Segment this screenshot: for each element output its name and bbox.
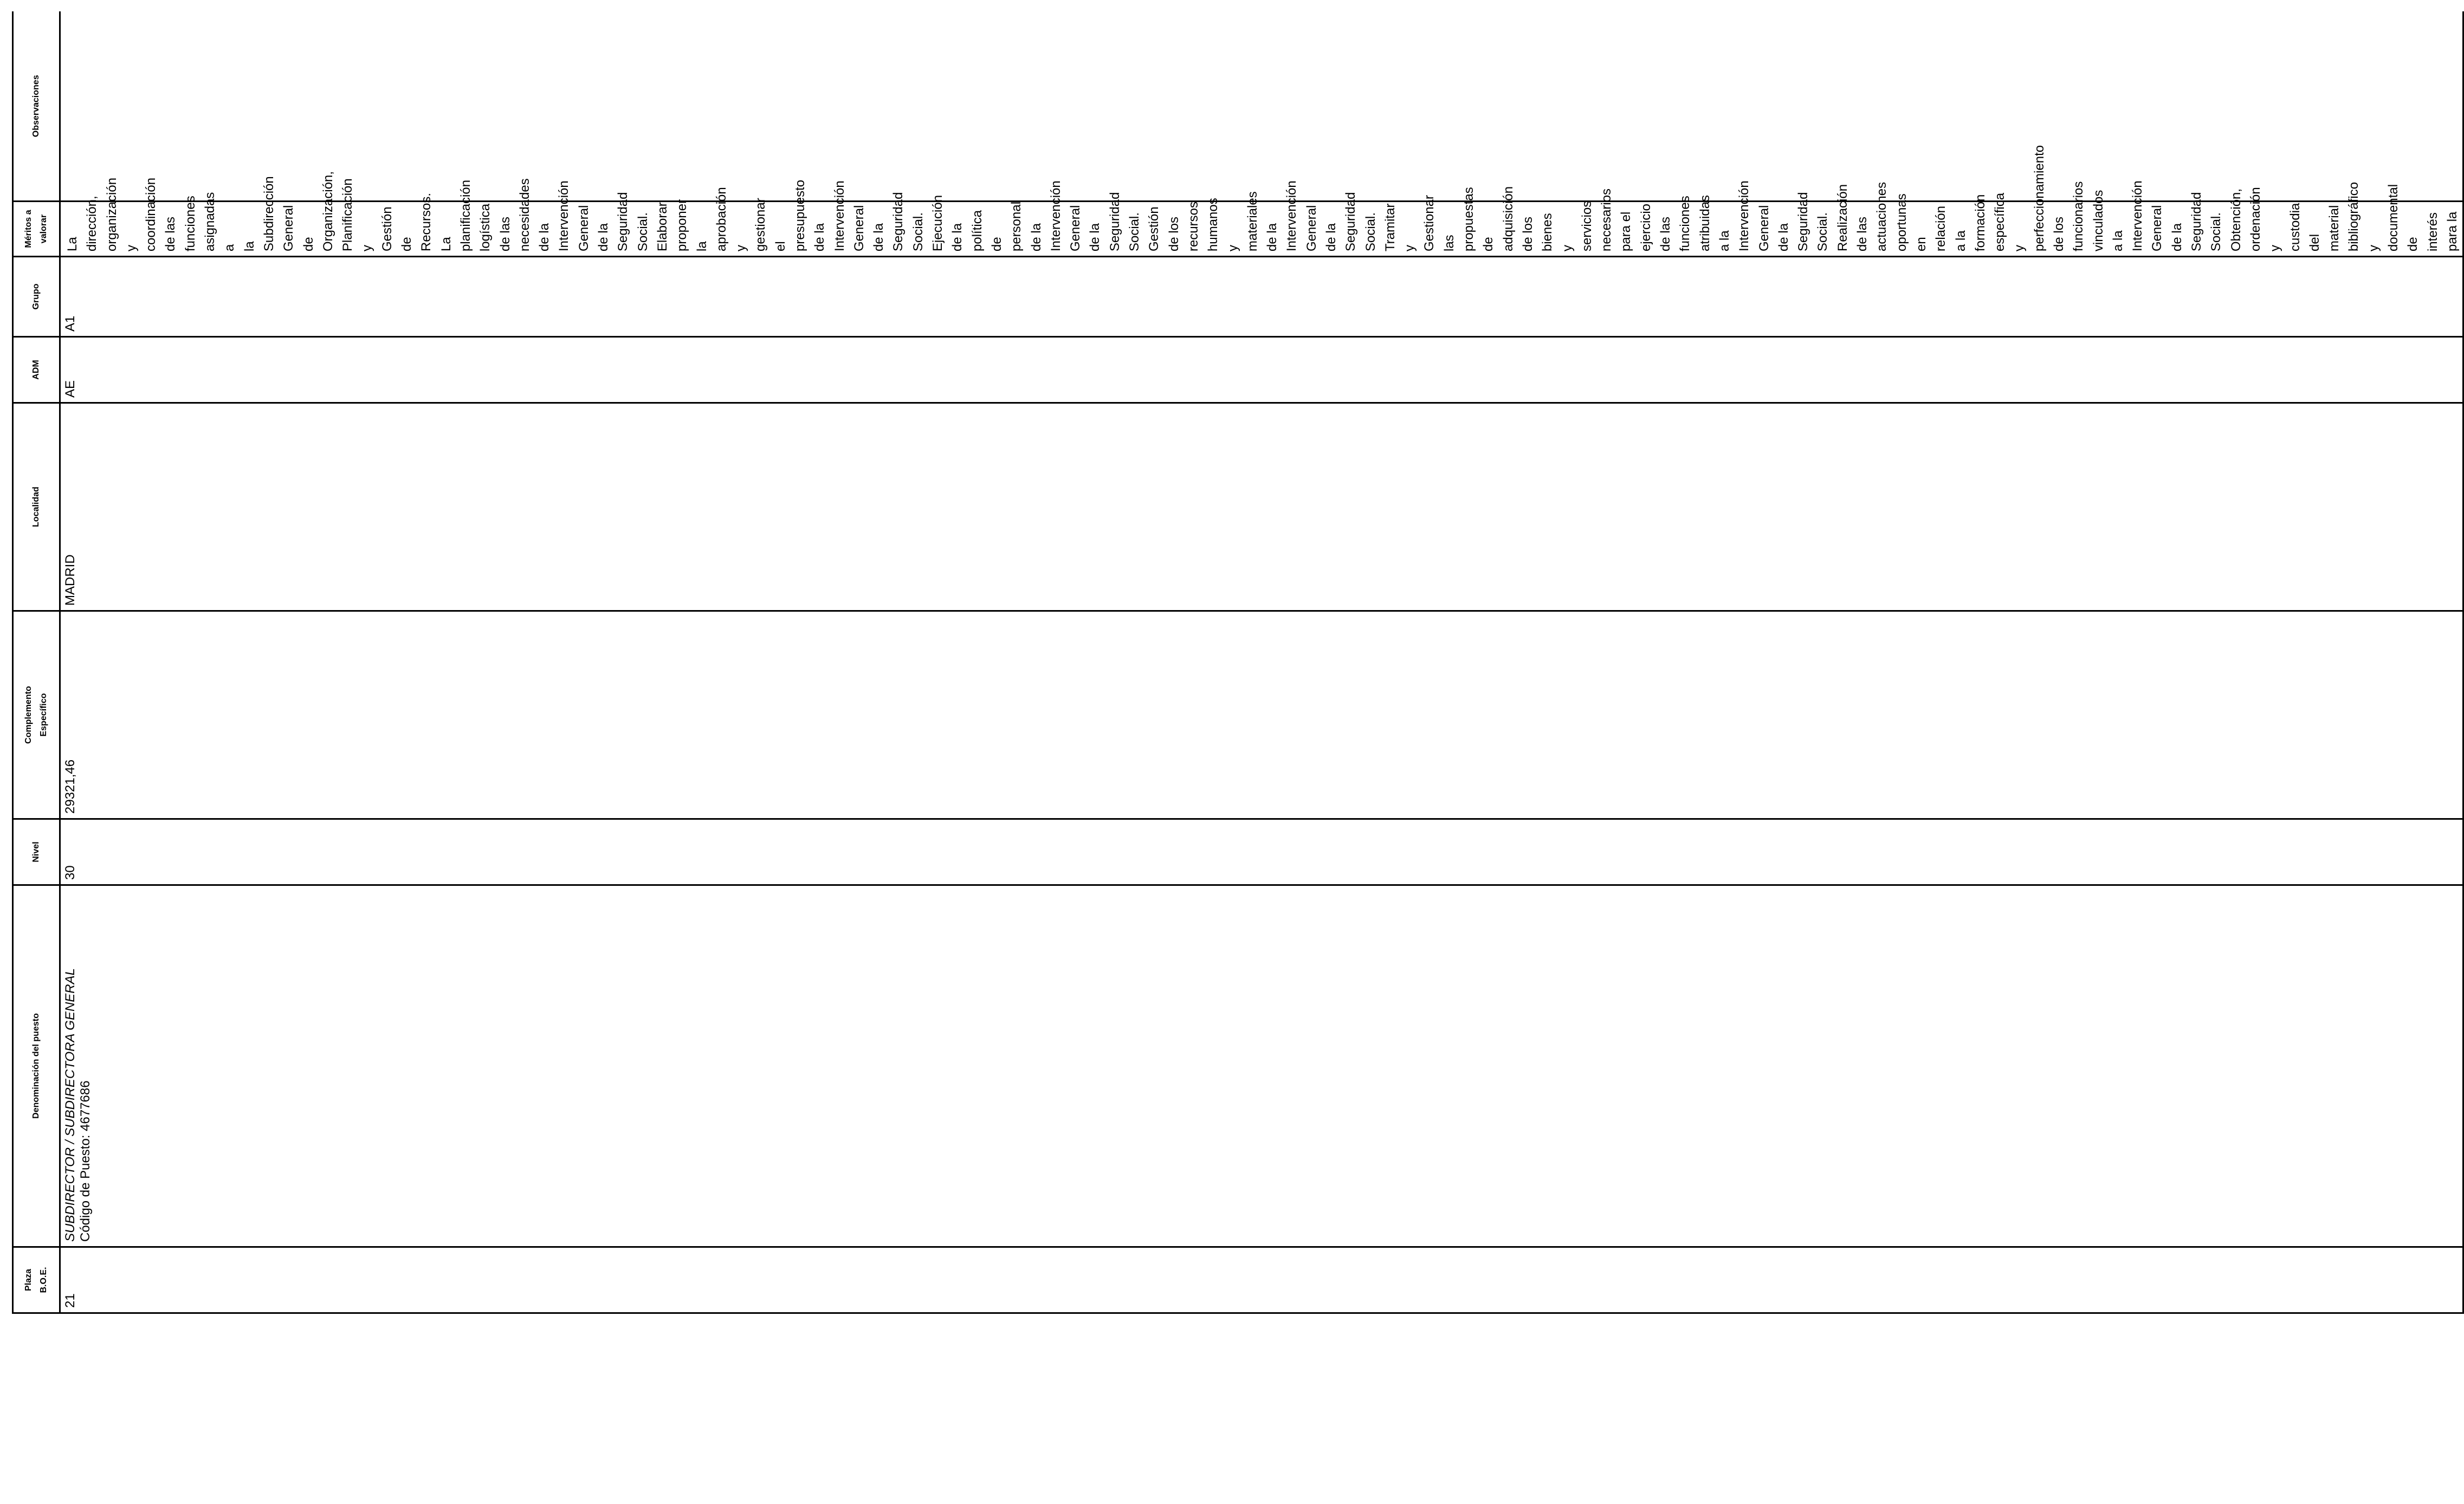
merit-line: La planificación (438, 179, 473, 251)
merit-line: gestionar el (753, 198, 788, 251)
meritos-text (61, 145, 2462, 256)
merit-line: de la Seguridad (2169, 192, 2204, 251)
nivel-value: 30 (63, 865, 77, 880)
puesto-code: Código de Puesto: 4677686 (78, 1080, 93, 1242)
merit-line: Realización de las (1835, 184, 1870, 251)
merit-line: Gestión de los (1147, 206, 1181, 251)
merit-line: actuaciones oportunas en (1874, 181, 1929, 251)
merit-line: General de la (1068, 205, 1103, 251)
merit-line: ordenación y custodia (2248, 187, 2303, 251)
cell-grupo (60, 257, 2463, 337)
merit-line: la Subdirección (242, 176, 276, 251)
merit-line: bienes y servicios (1540, 200, 1594, 251)
header-complemento: Complemento Específico (13, 611, 60, 819)
merit-line: de la Seguridad (871, 192, 906, 251)
merit-line: Intervención General (2130, 180, 2165, 251)
merit-line: recursos humanos y (1186, 198, 1240, 251)
puesto-name: SUBDIRECTOR / SUBDIRECTORA GENERAL (63, 968, 77, 1242)
header-row (13, 12, 60, 1313)
cell-complemento (60, 611, 2463, 819)
merit-line: General de (281, 205, 316, 251)
grupo-value: A1 (63, 315, 77, 332)
merit-line: Planificación y (340, 178, 375, 251)
merit-line: General de la (1756, 205, 1791, 251)
merit-line: Tramitar y Gestionar (1382, 195, 1437, 251)
table-row (60, 12, 2463, 1313)
merit-line: Social. Ejecución de la (910, 195, 965, 251)
localidad-value: MADRID (63, 554, 77, 606)
merit-line: presupuesto de la (792, 179, 827, 251)
merit-line: relación a la (1933, 205, 1968, 251)
merit-line: Organización, (320, 171, 335, 251)
cell-meritos (60, 145, 2463, 257)
merit-line: de la Seguridad (596, 192, 631, 251)
merit-line: Gestión de Recursos. (379, 192, 434, 251)
merit-line: funciones asignadas a (183, 192, 237, 251)
merit-line: documental de (2386, 184, 2421, 251)
observaciones-value (61, 12, 63, 201)
vacancy-table (12, 12, 2464, 1314)
merit-line: y perfeccionamiento (2012, 145, 2047, 251)
header-grupo: Grupo (13, 257, 60, 337)
merit-line: bibliográfico y (2346, 181, 2381, 251)
merit-line: formación específica (1973, 192, 2008, 251)
merit-line: del material (2307, 205, 2342, 251)
merit-line: Social. Obtención, (2209, 188, 2243, 251)
merit-line: y coordinación de las (124, 177, 178, 251)
merit-line: materiales de la (1245, 191, 1280, 251)
plaza-value: 21 (63, 1293, 77, 1308)
merit-line: vinculados a la (2091, 190, 2125, 251)
merit-line: funciones atribuidas (1678, 195, 1712, 251)
merit-line: necesarios para el (1599, 188, 1634, 251)
merit-line: Social. (635, 212, 650, 251)
merit-line: necesidades de la (517, 178, 552, 251)
header-meritos: Méritos a valorar (13, 202, 60, 257)
cell-nivel (60, 819, 2463, 885)
merit-line: interés para la (2425, 211, 2460, 251)
header-localidad: Localidad (13, 403, 60, 611)
cell-observaciones (60, 12, 2463, 202)
merit-line: aprobación y (714, 187, 749, 251)
adm-value: AE (63, 380, 77, 398)
merit-line: Intervención General (557, 180, 591, 251)
merit-line: Intervención General de la (1284, 180, 1338, 251)
header-nivel: Nivel (13, 819, 60, 885)
complemento-value: 29321,46 (63, 759, 77, 814)
merit-line: Elaborar, proponer la (655, 199, 709, 251)
merit-line: logística de las (478, 203, 513, 251)
merit-line: Intervención General (832, 180, 866, 251)
cell-localidad (60, 403, 2463, 611)
header-observaciones: Observaciones (13, 12, 60, 202)
cell-denominacion (60, 885, 2463, 1247)
cell-plaza (60, 1247, 2463, 1313)
merit-line: política de personal (969, 201, 1024, 251)
merit-line: adquisición de los (1501, 186, 1535, 251)
header-denominacion: Denominación del puesto (13, 885, 60, 1247)
merit-line: Seguridad Social. (1343, 192, 1378, 251)
merit-line: a la Intervención (1717, 180, 1752, 251)
merit-line: Seguridad Social. (1107, 192, 1142, 251)
merit-line: La dirección, organización (65, 177, 119, 251)
merit-line: Seguridad Social. (1796, 192, 1831, 251)
merit-line: las propuestas de (1441, 187, 1496, 251)
merit-line: de la Intervención (1029, 180, 1063, 251)
header-adm: ADM (13, 337, 60, 403)
header-plaza: Plaza B.O.E. (13, 1247, 60, 1313)
merit-line: de los funcionarios (2051, 181, 2086, 251)
merit-line: ejercicio de las (1638, 203, 1673, 251)
cell-adm (60, 337, 2463, 403)
